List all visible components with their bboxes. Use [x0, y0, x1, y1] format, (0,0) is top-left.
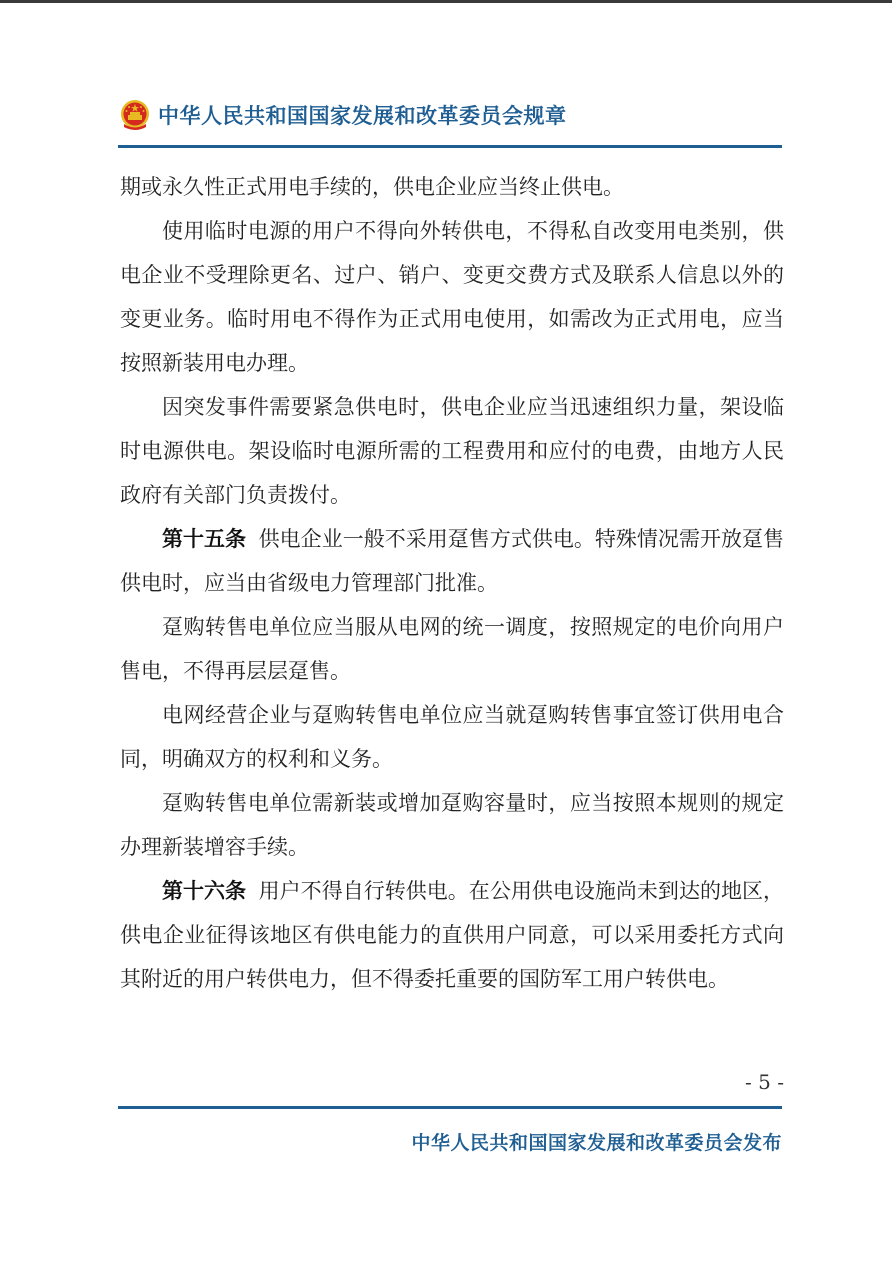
paragraph: 因突发事件需要紧急供电时，供电企业应当迅速组织力量，架设临时电源供电。架设临时电源所需的工程费用和应付的电费，由地方人民政府有关部门负责拨付。 [120, 395, 784, 507]
page-number: - 5 - [745, 1070, 784, 1094]
footer-divider [118, 1106, 782, 1109]
article-text: 供电企业一般不采用趸售方式供电。特殊情况需开放趸售供电时，应当由省级电力管理部门批准。 [120, 527, 785, 595]
paragraph: 趸购转售电单位需新装或增加趸购容量时，应当按照本规则的规定办理新装增容手续。 [120, 791, 784, 859]
article-label: 第十五条 [162, 527, 247, 551]
header-divider [118, 145, 782, 148]
paragraph: 期或永久性正式用电手续的，供电企业应当终止供电。 [120, 175, 624, 199]
header-title: 中华人民共和国国家发展和改革委员会规章 [158, 104, 567, 128]
national-emblem-icon [118, 98, 152, 132]
article-paragraph [120, 869, 784, 1001]
paragraph: 使用临时电源的用户不得向外转供电，不得私自改变用电类别，供电企业不受理除更名、过户、销户、变更交费方式及联系人信息以外的变更业务。临时用电不得作为正式用电使用，如需改为正式用电，应当按照新装用电办理。 [120, 219, 784, 375]
article-paragraph [120, 517, 784, 605]
document-body [120, 165, 784, 1001]
article-label: 第十六条 [162, 879, 247, 903]
paragraph: 趸购转售电单位应当服从电网的统一调度，按照规定的电价向用户售电，不得再层层趸售。 [120, 615, 784, 683]
document-header [118, 95, 782, 135]
page-top-border [0, 0, 892, 3]
paragraph: 电网经营企业与趸购转售电单位应当就趸购转售事宜签订供用电合同，明确双方的权利和义务。 [120, 703, 784, 771]
article-text: 用户不得自行转供电。在公用供电设施尚未到达的地区，供电企业征得该地区有供电能力的直供用户同意，可以采用委托方式向其附近的用户转供电力，但不得委托重要的国防军工用户转供电。 [120, 879, 785, 991]
footer-publisher: 中华人民共和国国家发展和改革委员会发布 [411, 1132, 782, 1154]
